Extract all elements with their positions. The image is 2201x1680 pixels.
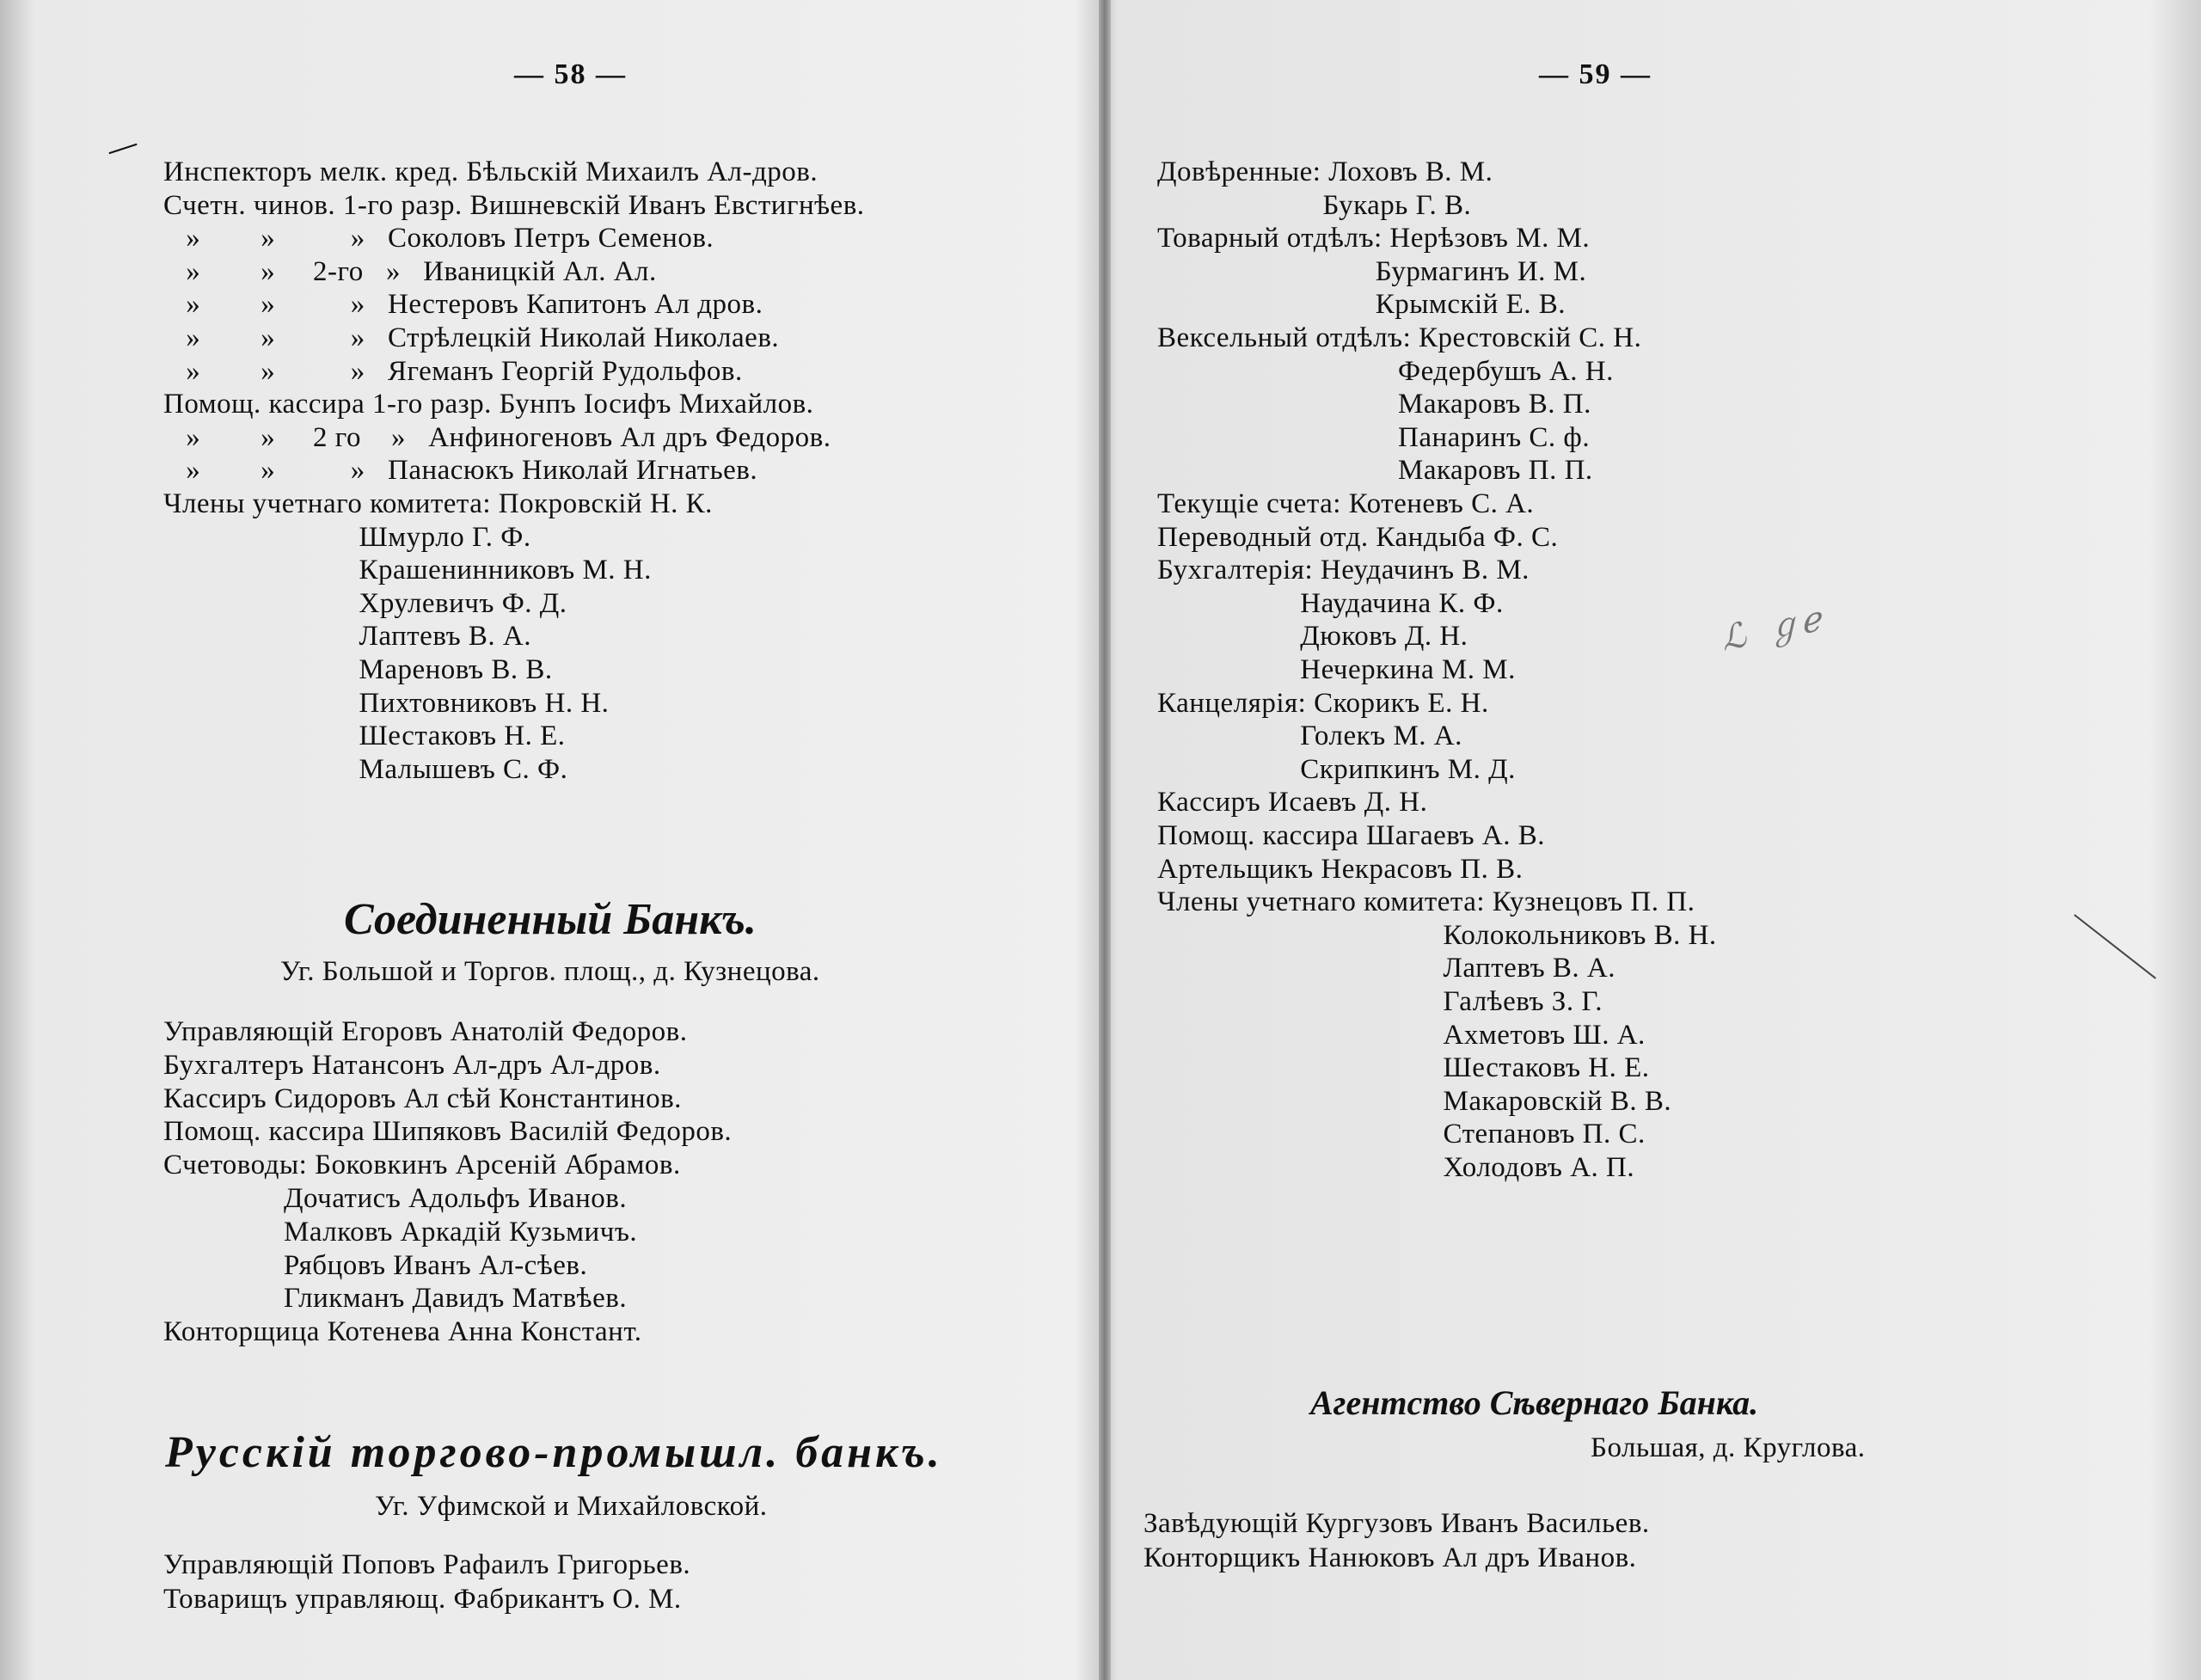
text-line: Шестаковъ Н. Е. <box>1157 1052 1650 1084</box>
text-line: Малышевъ С. Ф. <box>163 753 568 785</box>
text-line: » » » Панасюкъ Николай Игнатьев. <box>163 455 758 487</box>
text-line: Скрипкинъ М. Д. <box>1157 753 1516 785</box>
text-line: » » » Стрѣлецкій Николай Николаев. <box>163 322 780 353</box>
text-line: » » 2-го » Иваницкій Ал. Ал. <box>163 255 657 287</box>
section-title-russky-bank: Русскій торгово-промышл. банкъ. <box>165 1428 943 1477</box>
text-line: Конторщица Котенева Анна Констант. <box>163 1316 642 1348</box>
text-line: Наудачина К. Ф. <box>1157 587 1504 619</box>
text-line: Управляющій Поповъ Рафаилъ Григорьев. <box>163 1549 691 1580</box>
book-gutter <box>1099 0 1111 1680</box>
text-line: Букарь Г. В. <box>1157 189 1472 221</box>
text-line: Члены учетнаго комитета: Покровскій Н. К. <box>163 488 713 519</box>
text-line: Артельщикъ Некрасовъ П. В. <box>1157 853 1524 885</box>
right-page <box>1118 0 2201 1680</box>
text-line: Бухгалтерія: Неудачинъ В. М. <box>1157 555 1530 586</box>
text-line: Товарищъ управляющ. Фабрикантъ О. М. <box>163 1584 682 1615</box>
pencil-note: ℒ ℊℯ <box>1717 599 1825 659</box>
text-line: Вексельный отдѣлъ: Крестовскій С. Н. <box>1157 322 1642 353</box>
text-line: Дочатисъ Адольфъ Иванов. <box>163 1183 628 1214</box>
text-line: Помощ. кассира Шипяковъ Василій Федоров. <box>163 1116 733 1148</box>
text-line: Крашенинниковъ М. Н. <box>163 555 652 586</box>
text-line: » » » Соколовъ Петръ Семенов. <box>163 223 714 254</box>
text-line: » » » Ягеманъ Георгій Рудольфов. <box>163 355 743 387</box>
text-line: Колокольниковъ В. Н. <box>1157 919 1717 951</box>
text-line: Инспекторъ мелк. кред. Бѣльскій Михаилъ Ал-дров. <box>163 156 818 187</box>
text-line: Лаптевъ В. А. <box>163 621 531 653</box>
text-line: Гликманъ Давидъ Матвѣев. <box>163 1283 628 1315</box>
text-line: Счетоводы: Боковкинъ Арсеній Абрамов. <box>163 1150 681 1181</box>
section-address-soedinenny-bank: Уг. Большой и Торгов. площ., д. Кузнецова. <box>280 956 820 987</box>
text-line: Макаровъ В. П. <box>1157 389 1591 420</box>
page-number-59: — 59 — <box>1539 58 1652 90</box>
left-page <box>0 0 1092 1680</box>
text-line: Макаровъ П. П. <box>1157 455 1593 487</box>
text-line: Мареновъ В. В. <box>163 654 553 685</box>
text-line: Голекъ М. А. <box>1157 720 1462 752</box>
pencil-stroke <box>2074 914 2156 978</box>
text-line: Шмурло Г. Ф. <box>163 521 531 553</box>
text-line: Степановъ П. С. <box>1157 1119 1646 1150</box>
section-address-russky-bank: Уг. Уфимской и Михайловской. <box>375 1491 768 1522</box>
text-line: Крымскій Е. В. <box>1157 289 1566 321</box>
text-line: Галѣевъ З. Г. <box>1157 986 1603 1017</box>
text-line: Малковъ Аркадій Кузьмичъ. <box>163 1216 638 1248</box>
text-line: Кассиръ Сидоровъ Ал сѣй Константинов. <box>163 1082 682 1114</box>
text-line: Ахметовъ Ш. А. <box>1157 1019 1646 1051</box>
text-line: Рябцовъ Иванъ Ал-сѣев. <box>163 1249 588 1281</box>
text-line: Нечеркина М. М. <box>1157 654 1516 685</box>
text-line: Довѣренные: Лоховъ В. М. <box>1157 156 1493 187</box>
text-line: Счетн. чинов. 1-го разр. Вишневскій Иванъ Евстигнѣев. <box>163 189 865 221</box>
page-number-58: — 58 — <box>514 58 627 90</box>
text-line: Лаптевъ В. А. <box>1157 953 1615 984</box>
text-line: Помощ. кассира Шагаевъ А. В. <box>1157 820 1545 851</box>
text-line: » » 2 го » Анфиногеновъ Ал дръ Федоров. <box>163 421 831 453</box>
text-line: Конторщикъ Нанюковъ Ал дръ Иванов. <box>1143 1542 1637 1573</box>
text-line: Федербушъ А. Н. <box>1157 355 1614 387</box>
text-line: Товарный отдѣлъ: Нерѣзовъ М. М. <box>1157 223 1591 254</box>
text-line: Члены учетнаго комитета: Кузнецовъ П. П. <box>1157 886 1695 918</box>
text-line: Холодовъ А. П. <box>1157 1152 1635 1183</box>
text-line: Бурмагинъ И. М. <box>1157 255 1587 287</box>
text-line: Шестаковъ Н. Е. <box>163 720 566 752</box>
text-line: Текущіе счета: Котеневъ С. А. <box>1157 488 1535 519</box>
text-line: Бухгалтеръ Натансонъ Ал-дръ Ал-дров. <box>163 1049 661 1081</box>
text-line: Хрулевичъ Ф. Д. <box>163 587 567 619</box>
text-line: » » » Нестеровъ Капитонъ Ал дров. <box>163 289 763 321</box>
section-title-soedinenny-bank: Соединенный Банкъ. <box>344 895 757 944</box>
text-line: Управляющій Егоровъ Анатолій Федоров. <box>163 1016 688 1047</box>
section-address-severny-bank: Большая, д. Круглова. <box>1591 1432 1866 1463</box>
text-line: Панаринъ С. ф. <box>1157 421 1591 453</box>
text-line: Переводный отд. Кандыба Ф. С. <box>1157 521 1559 553</box>
text-line: Канцелярія: Скорикъ Е. Н. <box>1157 687 1489 719</box>
text-line: Пихтовниковъ Н. Н. <box>163 687 610 719</box>
text-line: Помощ. кассира 1-го разр. Бунпъ Іосифъ Михайлов. <box>163 389 814 420</box>
ink-tick <box>109 144 138 154</box>
text-line: Кассиръ Исаевъ Д. Н. <box>1157 787 1428 819</box>
text-line: Дюковъ Д. Н. <box>1157 621 1468 653</box>
section-title-severny-bank: Агентство Сѣвернаго Банка. <box>1310 1383 1759 1422</box>
text-line: Завѣдующій Кургузовъ Иванъ Васильев. <box>1143 1508 1650 1539</box>
text-line: Макаровскій В. В. <box>1157 1085 1672 1117</box>
